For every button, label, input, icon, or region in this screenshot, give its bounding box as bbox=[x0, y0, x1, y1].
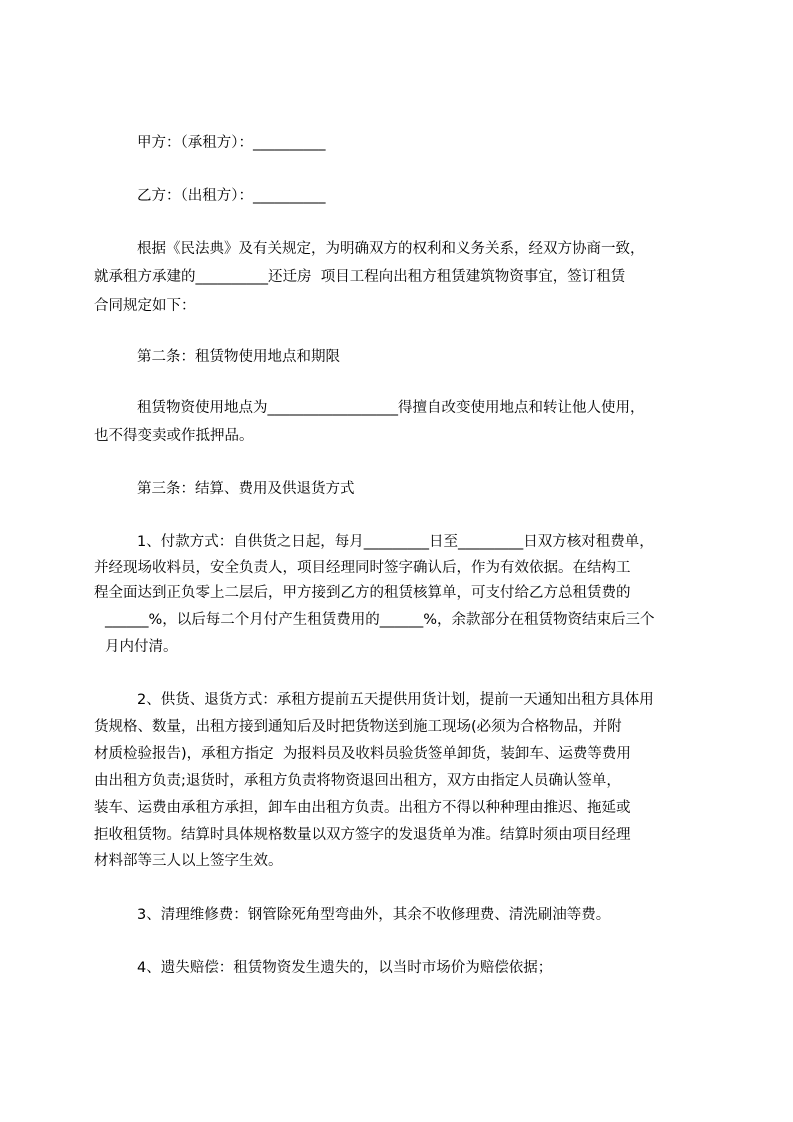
item-2-line: 材料部等三人以上签字生效。 bbox=[94, 853, 283, 869]
article-2-title: 第二条：租赁物使用地点和期限 bbox=[137, 349, 340, 365]
item-2-line: 2、供货、退货方式：承租方提前五天提供用货计划，提前一天通知出租方具体用 bbox=[137, 692, 654, 708]
article-2-line: 也不得变卖或作抵押品。 bbox=[94, 428, 254, 444]
item-2-line: 由出租方负责;退货时，承租方负责将物资退回出租方，双方由指定人员确认签单， bbox=[94, 773, 621, 789]
intro-line: 根据《民法典》及有关规定，为明确双方的权利和义务关系，经双方协商一致， bbox=[137, 241, 645, 257]
intro-line: 就承租方承建的__________还迁房 项目工程向出租方租赁建筑物资事宜，签订租赁 bbox=[94, 269, 626, 285]
item-2-line: 拒收租赁物。结算时具体规格数量以双方签字的发退货单为准。结算时须由项目经理 bbox=[94, 827, 631, 843]
item-1-line: 月内付清。 bbox=[105, 639, 178, 655]
intro-line: 合同规定如下： bbox=[94, 298, 196, 314]
party-a-line: 甲方：（承租方）：__________ bbox=[137, 135, 326, 151]
item-3-line: 3、清理维修费：钢管除死角型弯曲外，其余不收修理费、清洗刷油等费。 bbox=[137, 907, 611, 923]
item-1-line: ______%，以后每二个月付产生租赁费用的______%，余款部分在租赁物资结束后三个 bbox=[105, 612, 655, 628]
item-2-line: 货规格、数量，出租方接到通知后及时把货物送到施工现场(必须为合格物品，并附 bbox=[94, 719, 622, 735]
item-4-line: 4、遗失赔偿：租赁物资发生遗失的，以当时市场价为赔偿依据； bbox=[137, 960, 553, 976]
article-3-title: 第三条：结算、费用及供退货方式 bbox=[137, 481, 355, 497]
item-2-line: 装车、运费由承租方承担，卸车由出租方负责。出租方不得以种种理由推迟、拖延或 bbox=[94, 800, 631, 816]
item-1-line: 1、付款方式：自供货之日起，每月_________日至_________日双方核对租费单， bbox=[137, 534, 654, 550]
item-1-line: 并经现场收料员，安全负责人，项目经理同时签字确认后，作为有效依据。在结构工 bbox=[94, 560, 631, 576]
party-b-line: 乙方：（出租方）：__________ bbox=[137, 188, 326, 204]
item-1-line: 程全面达到正负零上二层后，甲方接到乙方的租赁核算单，可支付给乙方总租赁费的 bbox=[94, 585, 631, 601]
article-2-line: 租赁物资使用地点为__________________得擅自改变使用地点和转让他人使用， bbox=[137, 400, 645, 416]
item-2-line: 材质检验报告)，承租方指定 为报料员及收料员验货签单卸货，装卸车、运费等费用 bbox=[94, 746, 631, 762]
